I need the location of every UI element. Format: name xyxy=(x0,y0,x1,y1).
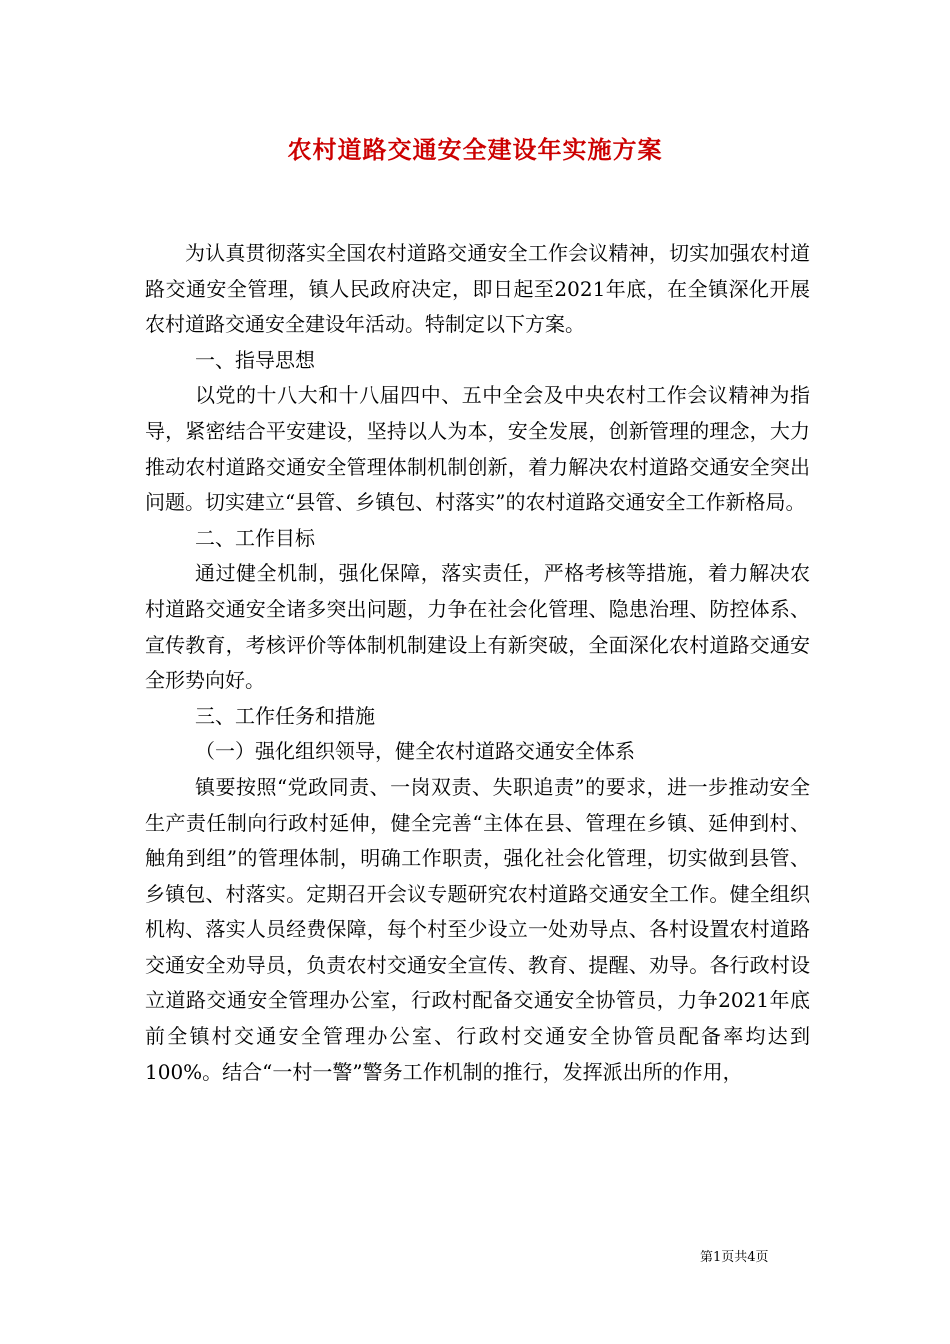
page-number: 第1页共4页 xyxy=(700,1250,769,1265)
work-goals-paragraph: 通过健全机制，强化保障，落实责任，严格考核等措施，着力解决农村道路交通安全诸多突出问题，力争在社会化管理、隐患治理、防控体系、宣传教育，考核评价等体制机制建设上有新突破，全面深化农村道路交通安全形势向好。 xyxy=(145,561,810,693)
guiding-thought-paragraph: 以党的十八大和十八届四中、五中全会及中央农村工作会议精神为指导，紧密结合平安建设，坚持以人为本，安全发展，创新管理的理念，大力推动农村道路交通安全管理体制机制创新，着力解决农村道路交通安全突出问题。切实建立“县管、乡镇包、村落实”的农村道路交通安全工作新格局。 xyxy=(145,383,810,515)
section-heading-guiding-thought: 一、指导思想 xyxy=(195,347,315,372)
section-heading-work-goals: 二、工作目标 xyxy=(195,525,315,550)
section-heading-tasks-measures: 三、工作任务和措施 xyxy=(195,703,375,728)
organization-paragraph: 镇要按照“党政同责、一岗双责、失职追责”的要求，进一步推动安全生产责任制向行政村延伸，健全完善“主体在县、管理在乡镇、延伸到村、触角到组”的管理体制，明确工作职责，强化社会化管理，切实做到县管、乡镇包、村落实。定期召开会议专题研究农村道路交通安全工作。健全组织机构、落实人员经费保障，每个村至少设立一处劝导点、各村设置农村道路交通安全劝导员，负责农村交通安全宣传、教育、提醒、劝导。各行政村设立道路交通安全管理办公室，行政村配备交通安全协管员，力争2021年底前全镇村交通安全管理办公室、行政村交通安全协管员配备率均达到100%。结合“一村一警”警务工作机制的推行，发挥派出所的作用， xyxy=(145,774,810,1084)
document-body xyxy=(145,236,810,1090)
subsection-heading-organization: （一）强化组织领导，健全农村道路交通安全体系 xyxy=(195,739,635,764)
intro-paragraph: 为认真贯彻落实全国农村道路交通安全工作会议精神，切实加强农村道路交通安全管理，镇人民政府决定，即日起至2021年底，在全镇深化开展农村道路交通安全建设年活动。特制定以下方案。 xyxy=(145,241,810,337)
document-title: 农村道路交通安全建设年实施方案 xyxy=(287,136,663,164)
